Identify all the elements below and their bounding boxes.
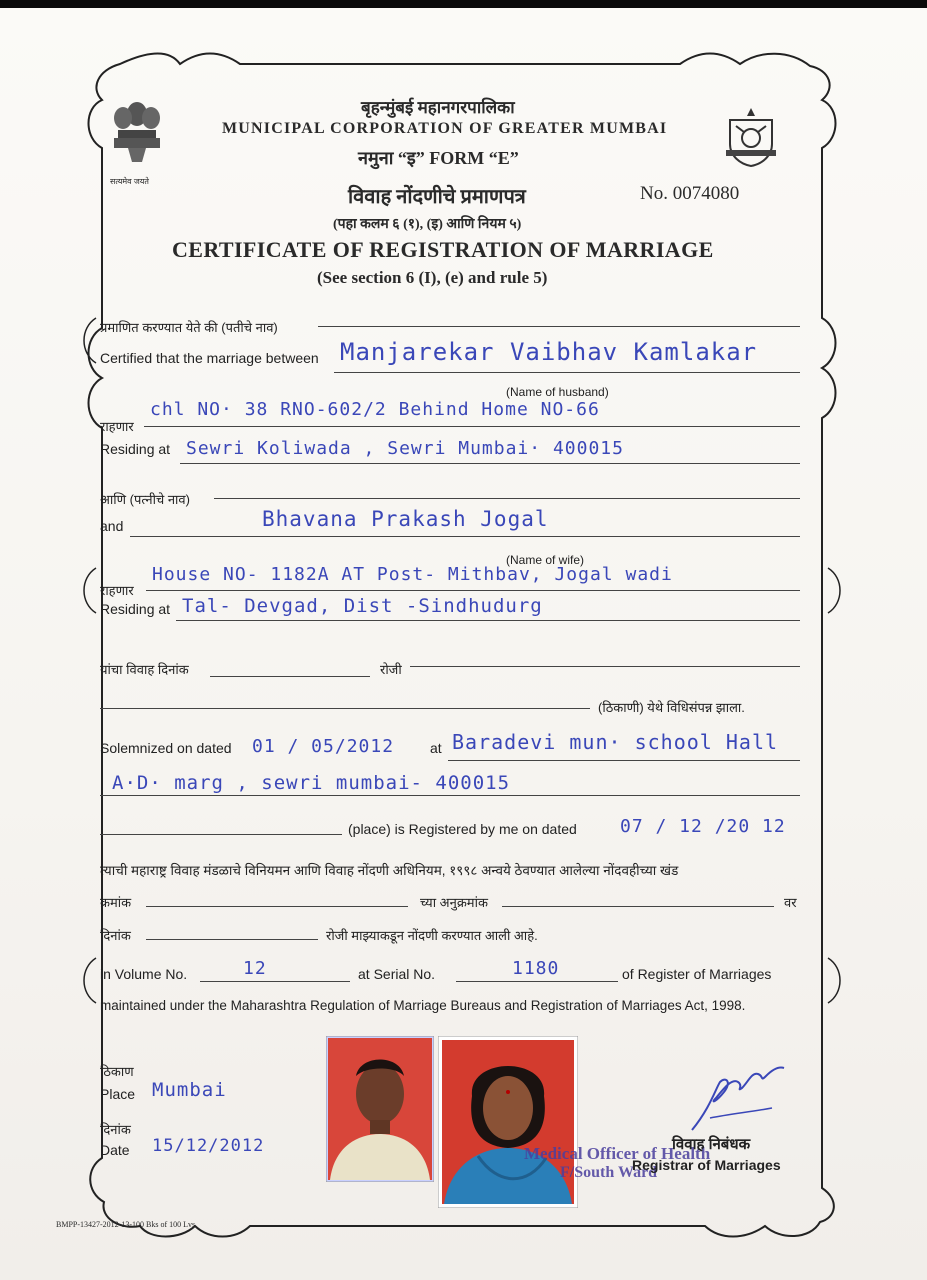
at-label: at <box>430 740 442 756</box>
corporation-name-marathi: बृहन्मुंबई महानगरपालिका <box>361 98 515 117</box>
solemnized-place-label-marathi: (ठिकाणी) येथे विधिसंपन्न झाला. <box>598 700 745 715</box>
form-label: नमुना “इ” FORM “E” <box>358 148 519 168</box>
section-reference: (See section 6 (I), (e) and rule 5) <box>317 268 548 287</box>
registered-date: 07 / 12 /20 12 <box>620 816 786 837</box>
husband-photo <box>326 1036 434 1182</box>
certificate-number: No. 0074080 <box>640 183 740 204</box>
residing-label-marathi: राहणार <box>100 419 134 434</box>
wife-photo <box>438 1036 578 1208</box>
corporation-name: MUNICIPAL CORPORATION OF GREATER MUMBAI <box>222 120 668 137</box>
emblem-caption: सत्यमेव जयते <box>110 177 149 186</box>
stamp-line-2: F/South Ward <box>560 1164 658 1181</box>
dinank-label: दिनांक <box>100 928 131 943</box>
certified-between-label: Certified that the marriage between <box>100 350 319 366</box>
registered-roji-label: रोजी माझ्याकडून नोंदणी करण्यात आली आहे. <box>326 928 538 943</box>
certificate-title: CERTIFICATE OF REGISTRATION OF MARRIAGE <box>172 237 714 262</box>
wife-residing-at-label: Residing at <box>100 601 171 617</box>
place-label-marathi: ठिकाण <box>100 1064 134 1079</box>
solemnized-label: Solemnized on dated <box>100 740 232 756</box>
husband-name: Manjarekar Vaibhav Kamlakar <box>340 338 758 366</box>
wife-name: Bhavana Prakash Jogal <box>262 507 549 531</box>
volume-label-marathi: त्याची महाराष्ट्र विवाह मंडळाचे विनियमन आणि विवाह नोंदणी अधिनियम, १९९८ अन्वये ठेवण्यात आलेल्या नोंदवहीच्या खंड <box>100 863 679 878</box>
wife-address-line-1: House NO- 1182A AT Post- Mithbav, Jogal wadi <box>152 564 673 585</box>
var-label: वर <box>784 895 797 910</box>
place-label: Place <box>100 1086 136 1102</box>
in-volume-label: in Volume No. <box>100 966 188 982</box>
wife-residing-label-marathi: राहणार <box>100 583 134 598</box>
certificate-page <box>0 8 927 1280</box>
registrar-label-marathi: विवाह निबंधक <box>672 1136 751 1153</box>
maintained-under-text: maintained under the Maharashtra Regulation of Marriage Bureaus and Registration of Marriages Act, 1998. <box>100 998 746 1013</box>
wife-label-marathi: आणि (पत्नीचे नाव) <box>100 492 190 507</box>
ashoka-emblem-icon <box>108 92 166 182</box>
marriage-date-label-marathi: यांचा विवाह दिनांक <box>100 662 189 677</box>
husband-label-marathi: प्रमाणित करण्यात येते की (पतीचे नाव) <box>100 320 278 335</box>
name-of-wife-caption: (Name of wife) <box>506 553 585 567</box>
anukramank-label: च्या अनुक्रमांक <box>420 895 488 910</box>
certificate-title-marathi: विवाह नोंदणीचे प्रमाणपत्र <box>348 186 526 208</box>
serial-label: at Serial No. <box>358 966 436 982</box>
solemnized-date: 01 / 05/2012 <box>252 736 395 757</box>
husband-address-line-2: Sewri Koliwada , Sewri Mumbai· 400015 <box>186 438 624 459</box>
solemnized-place-line-1: Baradevi mun· school Hall <box>452 730 779 754</box>
wife-address-line-2: Tal- Devgad, Dist -Sindhudurg <box>182 595 543 617</box>
section-marathi: (पहा कलम ६ (१), (इ) आणि नियम ५) <box>333 217 522 232</box>
and-label: and <box>100 518 124 534</box>
print-footer: BMPP-13427-2012-13-100 Bks of 100 Lvs <box>56 1220 196 1229</box>
date-label-marathi: दिनांक <box>100 1122 131 1137</box>
registrar-label: Registrar of Marriages <box>632 1157 781 1173</box>
scan-top-edge <box>0 0 927 8</box>
name-of-husband-caption: (Name of husband) <box>506 385 609 399</box>
date-label: Date <box>100 1142 130 1158</box>
place-value: Mumbai <box>152 1079 227 1101</box>
registrar-signature <box>680 1048 790 1138</box>
solemnized-place-line-2: A·D· marg , sewri mumbai- 400015 <box>112 772 511 794</box>
register-of-marriages-label: of Register of Marriages <box>622 966 772 982</box>
registered-by-label: (place) is Registered by me on dated <box>348 821 577 837</box>
kramank-label: क्रमांक <box>100 895 132 910</box>
date-value: 15/12/2012 <box>152 1136 265 1156</box>
volume-number: 12 <box>243 958 267 979</box>
serial-number: 1180 <box>512 958 560 979</box>
residing-at-label: Residing at <box>100 441 171 457</box>
roji-label: रोजी <box>380 662 402 677</box>
husband-address-line-1: chl NO· 38 RNO-602/2 Behind Home NO-66 <box>150 399 600 420</box>
corporation-seal-icon <box>722 106 780 168</box>
stamp-line-1: Medical Officer of Health <box>524 1144 711 1163</box>
